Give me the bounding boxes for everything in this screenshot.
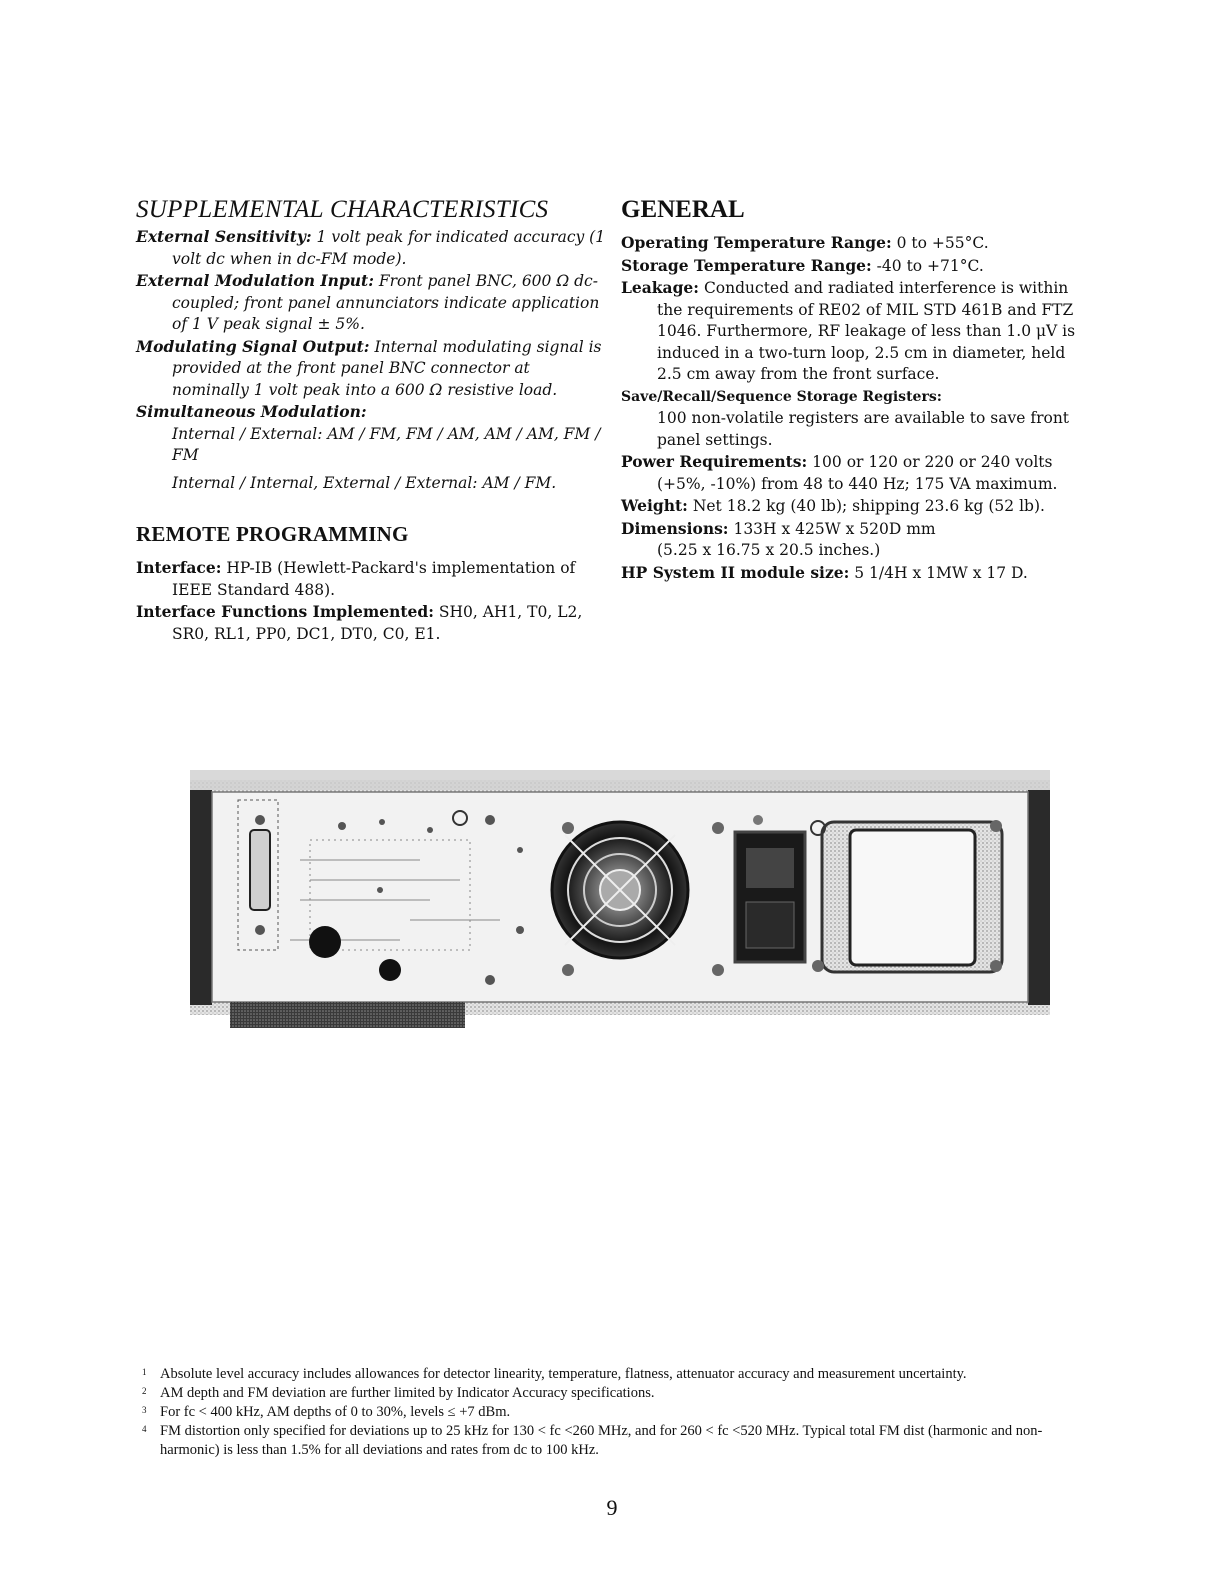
external-sensitivity-label: External Sensitivity: — [136, 227, 312, 246]
weight-text: Net 18.2 kg (40 lb); shipping 23.6 kg (52 lb). — [687, 497, 1045, 515]
simultaneous-modulation-line2: Internal / Internal, External / External: AM / FM. — [172, 473, 557, 492]
supplemental-heading: SUPPLEMENTAL CHARACTERISTICS — [136, 196, 549, 223]
leakage-text: Conducted and radiated interference is within the requirements of RE02 of MIL STD 461B and FTZ 1046. Furthermore, RF leakage of less than 1.0 μV is induced in a two-turn loop, 2.5 cm in diameter, held 2.5 cm away from the front surface. — [657, 279, 1076, 383]
interface-text: HP-IB (Hewlett-Packard's implementation of IEEE Standard 488). — [172, 559, 576, 599]
external-modulation-input — [136, 270, 606, 336]
modulating-signal-output-text: Internal modulating signal is provided at the front panel BNC connector at nominally 1 volt peak into a 600 Ω resistive load. — [172, 337, 602, 399]
dimensions-label: Dimensions: — [621, 518, 729, 538]
module-size-text: 5 1/4H x 1MW x 17 D. — [849, 563, 1028, 582]
left-column — [136, 196, 606, 645]
leakage — [621, 277, 1091, 386]
dimensions-text: 133H x 425W x 520D mm — [728, 519, 936, 538]
footnote-2-number: 2 — [142, 1386, 147, 1396]
footnote-2 — [142, 1384, 1092, 1403]
operating-temperature — [621, 232, 1091, 255]
operating-temperature-label: Operating Temperature Range: — [621, 233, 892, 252]
footnote-3-text: For fc < 400 kHz, AM depths of 0 to 30%, levels ≤ +7 dBm. — [160, 1404, 511, 1420]
footnote-1 — [142, 1365, 1092, 1384]
bnc-connector-1 — [309, 926, 341, 958]
storage-registers — [621, 386, 1091, 409]
modulating-signal-output — [136, 336, 606, 402]
rear-panel-photo — [190, 770, 1050, 1028]
footnote-4 — [142, 1422, 1092, 1460]
interface-label: Interface: — [136, 558, 222, 577]
footnote-1-number: 1 — [142, 1367, 147, 1377]
weight — [621, 495, 1091, 518]
footnote-1-text: Absolute level accuracy includes allowances for detector linearity, temperature, flatness, attenuator accuracy and measurement uncertainty. — [160, 1366, 967, 1382]
footnote-3-number: 3 — [142, 1405, 147, 1415]
storage-temperature-label: Storage Temperature Range: — [621, 255, 872, 275]
external-modulation-input-text: Front panel BNC, 600 Ω dc-coupled; front panel annunciators indicate application of 1 V peak signal ± 5%. — [172, 272, 600, 333]
dimensions-inches: (5.25 x 16.75 x 20.5 inches.) — [657, 541, 881, 559]
right-column — [621, 196, 1091, 584]
remote-programming-heading: REMOTE PROGRAMMING — [136, 522, 409, 546]
dimensions — [621, 518, 1091, 541]
module-size-label: HP System II module size: — [621, 562, 850, 582]
general-heading: GENERAL — [621, 196, 745, 223]
footnote-3 — [142, 1403, 1092, 1422]
simultaneous-modulation-label: Simultaneous Modulation: — [136, 402, 367, 421]
leakage-label: Leakage: — [621, 278, 700, 297]
left-rail — [190, 790, 212, 1005]
power-requirements-text: 100 or 120 or 220 or 240 volts (+5%, -10%) from 48 to 440 Hz; 175 VA maximum. — [657, 453, 1058, 493]
interface-functions-label: Interface Functions Implemented: — [136, 602, 434, 621]
footnote-4-number: 4 — [142, 1424, 147, 1434]
footnote-4-text: FM distortion only specified for deviations up to 25 kHz for 130 < fc <260 MHz, and for 260 < fc <520 MHz. Typical total FM dist (harmonic and non-harmonic) is less than 1.5% for all deviations and rates from dc to 100 kHz. — [160, 1423, 1043, 1458]
external-modulation-input-label: External Modulation Input: — [136, 271, 374, 290]
right-rail — [1028, 790, 1050, 1005]
power-requirements-label: Power Requirements: — [621, 452, 808, 471]
storage-registers-text: 100 non-volatile registers are available to save front panel settings. — [657, 409, 1070, 449]
external-sensitivity — [136, 226, 606, 270]
bnc-connector-2 — [379, 959, 401, 981]
weight-label: Weight: — [621, 496, 688, 515]
footnote-2-text: AM depth and FM deviation are further limited by Indicator Accuracy specifications. — [160, 1385, 655, 1401]
external-sensitivity-text: 1 volt peak for indicated accuracy (1 volt dc when in dc-FM mode). — [172, 228, 606, 268]
bottom-connectors — [230, 1002, 465, 1028]
storage-temperature-text: -40 to +71°C. — [871, 256, 984, 275]
simultaneous-modulation-line1: Internal / External: AM / FM, FM / AM, AM / AM, FM / FM — [172, 424, 601, 464]
simultaneous-modulation — [136, 401, 606, 424]
storage-registers-label: Save/Recall/Sequence Storage Registers: — [621, 388, 942, 405]
power-requirements — [621, 451, 1091, 495]
module-size — [621, 562, 1091, 585]
footnotes — [142, 1365, 1092, 1460]
interface-functions-text: SH0, AH1, T0, L2, SR0, RL1, PP0, DC1, DT0, C0, E1. — [172, 603, 583, 643]
operating-temperature-text: 0 to +55°C. — [891, 234, 989, 252]
storage-temperature — [621, 255, 1091, 278]
hpib-connector — [250, 830, 270, 910]
modulating-signal-output-label: Modulating Signal Output: — [136, 336, 370, 356]
display-window — [850, 830, 975, 965]
interface-functions — [136, 601, 606, 645]
interface — [136, 557, 606, 601]
page-number: 9 — [606, 1495, 618, 1520]
